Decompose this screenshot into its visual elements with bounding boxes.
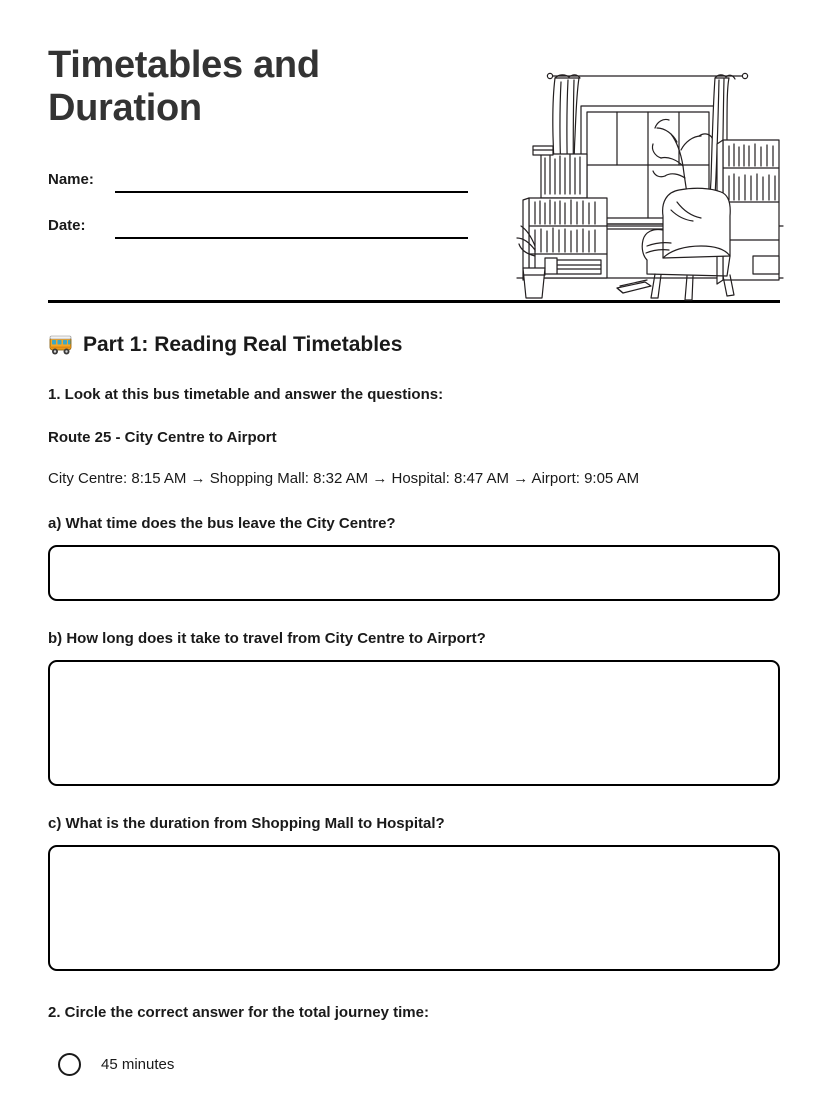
name-field-row bbox=[48, 159, 468, 193]
name-field-label: Name: bbox=[48, 170, 94, 188]
page-title: Timetables and Duration bbox=[48, 44, 320, 130]
question-1b-label: b) How long does it take to travel from City Centre to Airport? bbox=[48, 630, 486, 647]
question-1c-label: c) What is the duration from Shopping Mall to Hospital? bbox=[48, 815, 445, 832]
question-1a-label: a) What time does the bus leave the City Centre? bbox=[48, 515, 396, 532]
bus-icon bbox=[48, 334, 74, 356]
worksheet-header bbox=[0, 0, 828, 300]
question-2-options bbox=[48, 1049, 780, 1079]
bus-emoji-glyph bbox=[48, 334, 74, 356]
option-row[interactable] bbox=[58, 1049, 780, 1079]
student-fields bbox=[48, 159, 468, 239]
question-2-prompt: 2. Circle the correct answer for the total journey time: bbox=[48, 1004, 429, 1021]
part1-heading bbox=[48, 333, 780, 357]
part1-heading-label: Part 1: Reading Real Timetables bbox=[83, 333, 403, 356]
answer-box-1c[interactable] bbox=[48, 845, 780, 971]
name-write-line[interactable] bbox=[115, 171, 468, 193]
question-1-prompt: 1. Look at this bus timetable and answer the questions: bbox=[48, 386, 444, 403]
reading-room-illustration bbox=[505, 50, 795, 310]
timetable-stops-line: City Centre: 8:15 AM → Shopping Mall: 8:32 AM → Hospital: 8:47 AM → Airport: 9:05 AM bbox=[48, 470, 640, 487]
date-write-line[interactable] bbox=[115, 217, 468, 239]
option-label: 45 minutes bbox=[101, 1055, 175, 1073]
circle-icon[interactable] bbox=[58, 1053, 81, 1076]
answer-box-1a[interactable] bbox=[48, 545, 780, 601]
reading-room-line-art-icon bbox=[505, 50, 795, 310]
answer-box-1b[interactable] bbox=[48, 660, 780, 786]
worksheet-content bbox=[0, 333, 828, 1079]
date-field-label: Date: bbox=[48, 216, 86, 234]
date-field-row bbox=[48, 205, 468, 239]
route-title: Route 25 - City Centre to Airport bbox=[48, 429, 277, 446]
